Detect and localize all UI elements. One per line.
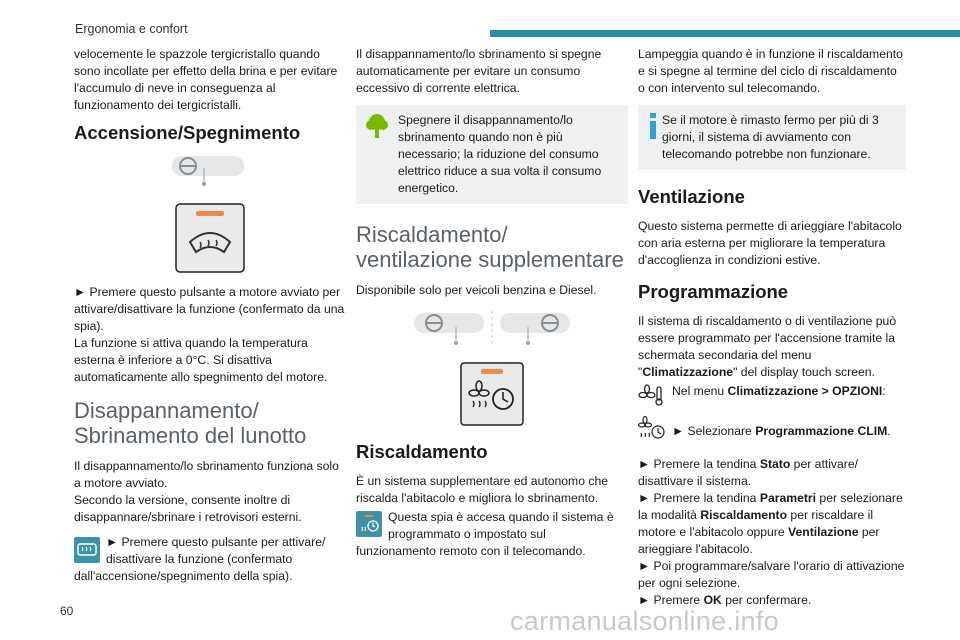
heater-fan-timer-icon: [638, 415, 666, 443]
info-note-text: Se il motore è rimasto fermo per più di 3 giorni, il sistema di avviamento con telecomando potrebbe non funzionare.: [662, 113, 879, 161]
defrost-paragraph: Il disappannamento/lo sbrinamento funziona solo a motore avviato. Secondo la versione, consente inoltre di disappannare/sbrinare i retrovisori esterni.: [74, 459, 339, 524]
eco-tree-icon: [366, 113, 388, 139]
header-accent-bar: [490, 30, 960, 37]
step-programmare: ► Poi programmare/salvare l'orario di attivazione per ogni selezione.: [638, 559, 905, 590]
rear-defrost-text: ► Premere questo pulsante per attivare/ disattivare la funzione (confermato dall'accensione/spegnimento della spia).: [74, 535, 326, 583]
heading-accensione: Accensione/Spegnimento: [74, 122, 301, 143]
heading-riscaldamento: Riscaldamento: [356, 441, 488, 462]
wiper-defrost-button-icon: [174, 202, 246, 274]
column-1: [74, 46, 346, 593]
heater-fan-timer-button-icon: [459, 361, 525, 427]
eco-note: [356, 105, 628, 204]
onoff-paragraph: ► Premere questo pulsante a motore avviato per attivare/disattivare la funzione (confermato da una spia). La funzione si attiva quando la temperatura esterna è inferiore a 0°C. Si disattiva automaticamente allo spegnimento del motore.: [74, 285, 345, 384]
vent-paragraph: Questo sistema permette di arieggiare l'abitacolo con aria esterna per migliorare la temperatura d'accoglienza in condizioni estive.: [638, 219, 902, 267]
select-text: ► Selezionare Programmazione CLIM.: [672, 424, 891, 438]
heat-light-text: Questa spia è accesa quando il sistema è programmato o impostato sul funzionamento remoto con il telecomando.: [356, 510, 614, 558]
rear-defrost-icon: [74, 537, 100, 563]
info-note: [638, 105, 906, 170]
prog-paragraph: Il sistema di riscaldamento o di ventilazione può essere programmato per l'accensione tramite la schermata secondaria del menu "Climatizzazione" del display touch screen.: [638, 314, 897, 379]
heading-programmazione: Programmazione: [638, 281, 789, 302]
column-2: [356, 46, 628, 568]
auto-off-paragraph: Il disappannamento/lo sbrinamento si spegne automaticamente per evitare un consumo eccessivo di corrente elettrica.: [356, 47, 602, 95]
column-3: [638, 46, 906, 617]
heading-riscaldamento-supplementare: Riscaldamento/ ventilazione supplementare: [356, 222, 624, 272]
heat-light-instruction: [356, 509, 628, 560]
heading-disappannamento: Disappannamento/ Sbrinamento del lunotto: [74, 398, 307, 448]
dual-steering-wheel-diagram: [412, 309, 572, 349]
header-section-title: Ergonomia e confort: [75, 22, 188, 36]
intro-paragraph: velocemente le spazzole tergicristallo quando sono incollate per effetto della brina e per evitare l'accumulo di neve in conseguenza al funzionamento dei tergicristalli.: [74, 47, 338, 112]
menu-instruction: [638, 383, 906, 411]
step-stato: ► Premere la tendina Stato per attivare/ disattivare il sistema.: [638, 457, 859, 488]
info-icon: [648, 113, 658, 139]
eco-note-text: Spegnere il disappannamento/lo sbrinamento quando non è più necessario; la riduzione del consumo elettrico riduce a sua volta il consumo energetico.: [398, 113, 602, 195]
suppl-paragraph: Disponibile solo per veicoli benzina e Diesel.: [356, 283, 597, 297]
select-instruction: [638, 415, 906, 448]
menu-text: Nel menu Climatizzazione > OPZIONI:: [672, 384, 886, 398]
heading-ventilazione: Ventilazione: [638, 186, 745, 207]
page-number: 60: [60, 604, 74, 618]
watermark: carmanualsonline.info: [510, 606, 779, 636]
heat-paragraph: È un sistema supplementare ed autonomo che riscalda l'abitacolo e migliora lo sbrinamento.: [356, 474, 609, 505]
step-parametri: ► Premere la tendina Parametri per selezionare la modalità Riscaldamento per riscaldare il motore e l'abitacolo oppure Ventilazione per arieggiare l'abitacolo.: [638, 491, 903, 556]
rear-defrost-instruction: [74, 534, 346, 593]
fan-thermometer-icon: [638, 383, 666, 411]
blink-paragraph: Lampeggia quando è in funzione il riscaldamento e si spegne al termine del ciclo di riscaldamento o con intervento sul telecomando.: [638, 47, 903, 95]
heater-timer-icon: [356, 511, 382, 537]
step-ok: ► Premere OK per confermare.: [638, 593, 812, 607]
steering-wheel-diagram: [170, 154, 250, 190]
